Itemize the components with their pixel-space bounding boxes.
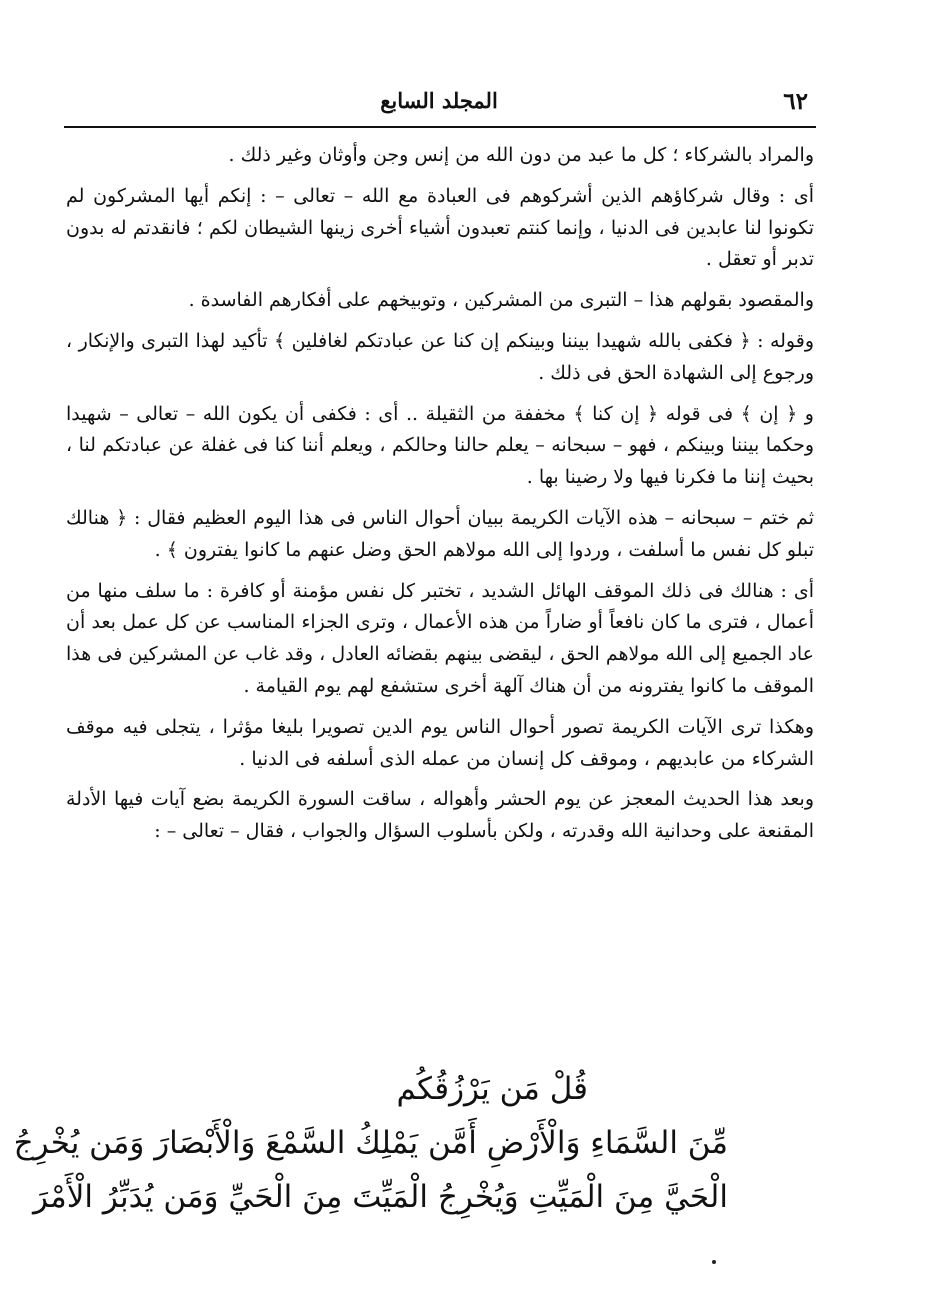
volume-title: المجلد السابع [380,88,498,113]
header-divider [64,126,816,128]
paragraph-4: وقوله : ﴿ فكفى بالله شهيدا بيننا وبينكم إن كنا عن عبادتكم لغافلين ﴾ تأكيد لهذا التبرى والإنكار ، ورجوع إلى الشهادة الحق فى ذلك . [66,329,814,384]
quran-verse [13,1062,728,1224]
verse-line-1: قُلْ مَن يَرْزُقُكُم [396,1071,588,1107]
paragraph-1: والمراد بالشركاء ؛ كل ما عبد من دون الله من إنس وجن وأوثان وغير ذلك . [228,144,814,166]
ink-dot [712,1260,716,1264]
paragraph-7: أى : هنالك فى ذلك الموقف الهائل الشديد ، تختبر كل نفس مؤمنة أو كافرة : ما سلف منها من أعمال ، فترى ما كان نافعاً أو ضاراً من هذه الأعمال ، وترى الجزاء المناسب عن كل عمل بعد أن عاد الجميع إلى الله مولاهم الحق ، ليقضى بينهم بقضائه العادل ، وقد غاب عن المشركين فى هذا الموقف ما كانوا يفترونه من أن هناك آلهة أخرى ستشفع لهم يوم القيامة . [66,579,814,697]
paragraph-9: وبعد هذا الحديث المعجز عن يوم الحشر وأهواله ، ساقت السورة الكريمة بضع آيات فيها الأدلة المقنعة على وحدانية الله وقدرته ، ولكن بأسلوب السؤال والجواب ، فقال – تعالى – : [66,788,814,843]
verse-line-2: مِّنَ السَّمَاءِ وَالْأَرْضِ أَمَّن يَمْلِكُ السَّمْعَ وَالْأَبْصَارَ وَمَن يُخْرِجُ [13,1125,728,1161]
paragraph-6: ثم ختم – سبحانه – هذه الآيات الكريمة ببيان أحوال الناس فى هذا اليوم العظيم فقال : ﴿ هنالك تبلو كل نفس ما أسلفت ، وردوا إلى الله مولاهم الحق وضل عنهم ما كانوا يفترون ﴾ . [66,506,814,561]
paragraph-3: والمقصود بقولهم هذا – التبرى من المشركين ، وتوبيخهم على أفكارهم الفاسدة . [188,289,814,312]
page-header [64,82,814,128]
paragraph-2: أى : وقال شركاؤهم الذين أشركوهم فى العبادة مع الله – تعالى – : إنكم أيها المشركون لم تكونوا لنا عابدين فى الدنيا ، وإنما كنتم تعبدون أشياء أخرى زينها الشيطان لكم ؛ فانقدتم له بدون تدبر أو تعقل . [66,184,814,271]
page-number: ٦٢ [783,88,808,115]
body-text [66,140,814,857]
paragraph-5: و ﴿ إن ﴾ فى قوله ﴿ إن كنا ﴾ مخففة من الثقيلة .. أى : فكفى أن يكون الله – تعالى – شهيدا وحكما بيننا وبينكم ، فهو – سبحانه – يعلم حالنا وحالكم ، ويعلم أننا كنا فى غفلة عن عبادتكم لنا ، بحيث إننا ما فكرنا فيها ولا رضينا بها . [66,402,814,489]
paragraph-8: وهكذا ترى الآيات الكريمة تصور أحوال الناس يوم الدين تصويرا بليغا مؤثرا ، يتجلى فيه موقف الشركاء من عابديهم ، وموقف كل إنسان من عمله الذى أسلفه فى الدنيا . [66,715,815,770]
verse-line-3: الْحَيَّ مِنَ الْمَيِّتِ وَيُخْرِجُ الْمَيِّتَ مِنَ الْحَيِّ وَمَن يُدَبِّرُ الْأَمْرَ [33,1179,728,1215]
